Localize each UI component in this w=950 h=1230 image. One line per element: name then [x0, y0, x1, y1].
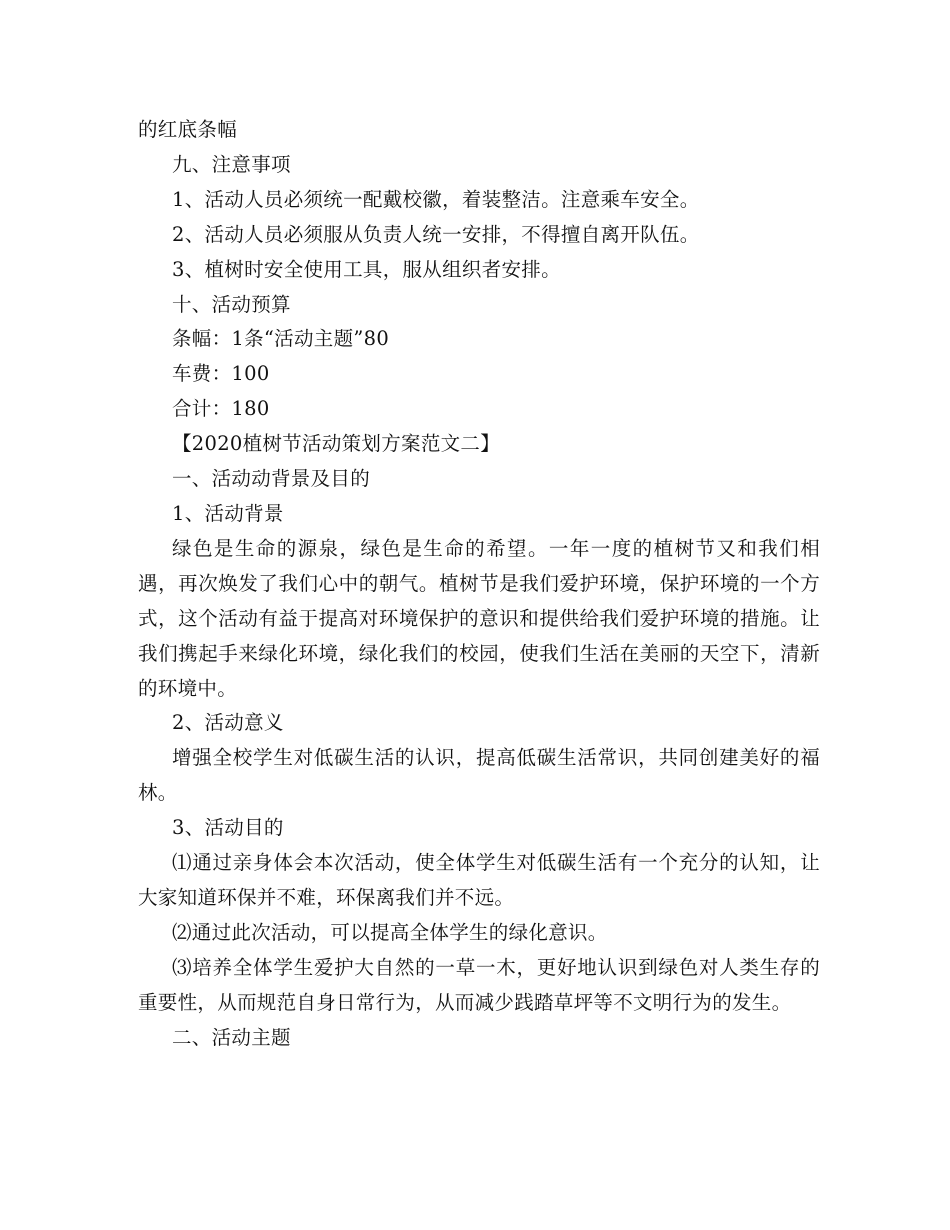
list-item: 3、植树时安全使用工具，服从组织者安排。	[172, 257, 561, 281]
document-body	[138, 113, 820, 1055]
list-item: 1、活动人员必须统一配戴校徽，着装整洁。注意乘车安全。	[172, 187, 700, 211]
body-paragraph: 绿色是生命的源泉，绿色是生命的希望。一年一度的植树节又和我们相遇，再次焕发了我们心中的朝气。植树节是我们爱护环境，保护环境的一个方式，这个活动有益于提高对环境保护的意识和提供给我们爱护环境的措施。让我们携起手来绿化环境，绿化我们的校园，使我们生活在美丽的天空下，清新的环境中。	[138, 536, 820, 700]
document-title: 【2020植树节活动策划方案范文二】	[172, 432, 501, 456]
subsection-heading: 2、活动意义	[172, 711, 284, 735]
section-heading: 一、活动动背景及目的	[172, 467, 371, 491]
budget-item: 条幅：1条“活动主题”80	[172, 327, 390, 351]
budget-item: 车费：100	[172, 362, 270, 386]
list-item: ⑶培养全体学生爱护大自然的一草一木，更好地认识到绿色对人类生存的重要性，从而规范自身日常行为，从而减少践踏草坪等不文明行为的发生。	[138, 955, 820, 1014]
body-paragraph: 增强全校学生对低碳生活的认识，提高低碳生活常识，共同创建美好的福林。	[138, 746, 820, 805]
subsection-heading: 1、活动背景	[172, 501, 284, 525]
section-heading: 二、活动主题	[172, 1025, 291, 1049]
section-heading: 十、活动预算	[172, 292, 291, 316]
list-item: 2、活动人员必须服从负责人统一安排，不得擅自离开队伍。	[172, 222, 700, 246]
list-item: ⑴通过亲身体会本次活动，使全体学生对低碳生活有一个充分的认知，让大家知道环保并不难，环保离我们并不远。	[138, 851, 820, 909]
list-item: ⑵通过此次活动，可以提高全体学生的绿化意识。	[172, 920, 608, 944]
subsection-heading: 3、活动目的	[172, 816, 284, 840]
paragraph: 的红底条幅	[138, 118, 238, 141]
budget-total: 合计：180	[172, 397, 270, 421]
section-heading: 九、注意事项	[172, 152, 291, 176]
